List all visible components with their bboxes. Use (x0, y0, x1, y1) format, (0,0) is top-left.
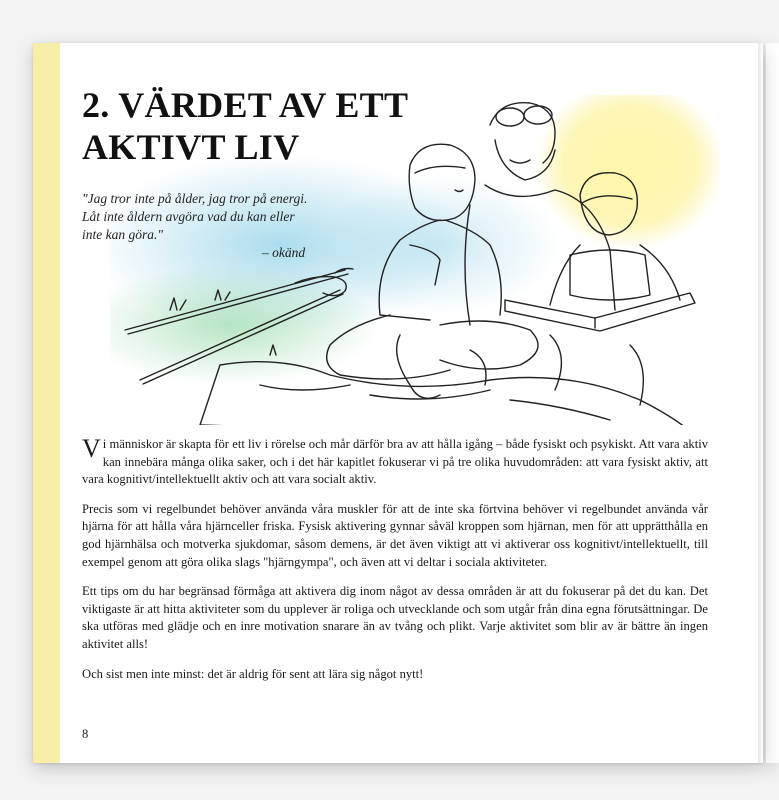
paragraph-4: Och sist men inte minst: det är aldrig för sent att lära sig något nytt! (82, 666, 424, 681)
next-page-edge (766, 43, 779, 763)
quote-author: – okänd (262, 245, 306, 260)
body-text (82, 436, 708, 695)
title-line-2: AKTIVT LIV (82, 127, 300, 167)
drop-cap: V (82, 434, 101, 463)
quote-line-1: "Jag tror inte på ålder, jag tror på energi. (82, 191, 308, 206)
paragraph-1-text: i människor är skapta för ett liv i rörelse och mår därför bra av att hålla igång – både fysiskt och psykiskt. Att vara aktiv kan innebära många olika saker, och i det här kapitlet fokuserar vi på tre olika huvudområden: att vara fysiskt aktiv, att vara kognitivt/intellektuellt aktiv och att vara socialt aktiv. (82, 437, 708, 487)
quote-line-2: Låt inte åldern avgöra vad du kan eller (82, 209, 295, 224)
paragraph-3: Ett tips om du har begränsad förmåga att aktivera dig inom något av dessa områden är att du fokuserar på det du kan. Det viktigaste är att hitta aktiviteter som du upplever är roliga och utvecklande och som utgår från dina egna förutsättningar. De ska utföras med glädje och en inre motivation snarare än av tvång och plikt. Varje aktivitet som blir av är bättre än ingen aktivitet alls! (82, 584, 708, 651)
quote-line-3: inte kan göra." (82, 227, 164, 242)
book (505, 293, 695, 331)
page-number: 8 (82, 727, 89, 741)
epigraph-quote (82, 190, 342, 244)
paragraph-1 (82, 436, 708, 489)
yellow-margin-strip (33, 43, 60, 763)
title-line-1: 2. VÄRDET AV ETT (82, 85, 409, 125)
page-gutter (758, 43, 763, 763)
chapter-title (82, 84, 442, 168)
paragraph-2: Precis som vi regelbundet behöver använda våra muskler för att de inte ska förtvina behöver vi regelbundet använda vår hjärna för att hålla våra hjärnceller friska. Fysisk aktivering gynnar såväl kroppen som hjärnan, men för att upprätthålla en god hjärnhälsa och motverka sjukdomar, såsom demens, är det även viktigt att vi aktiverar oss kognitivt/intellektuellt, till exempel genom att göra olika slags "hjärngympa", och även att vi deltar i sociala aktiviteter. (82, 501, 708, 569)
